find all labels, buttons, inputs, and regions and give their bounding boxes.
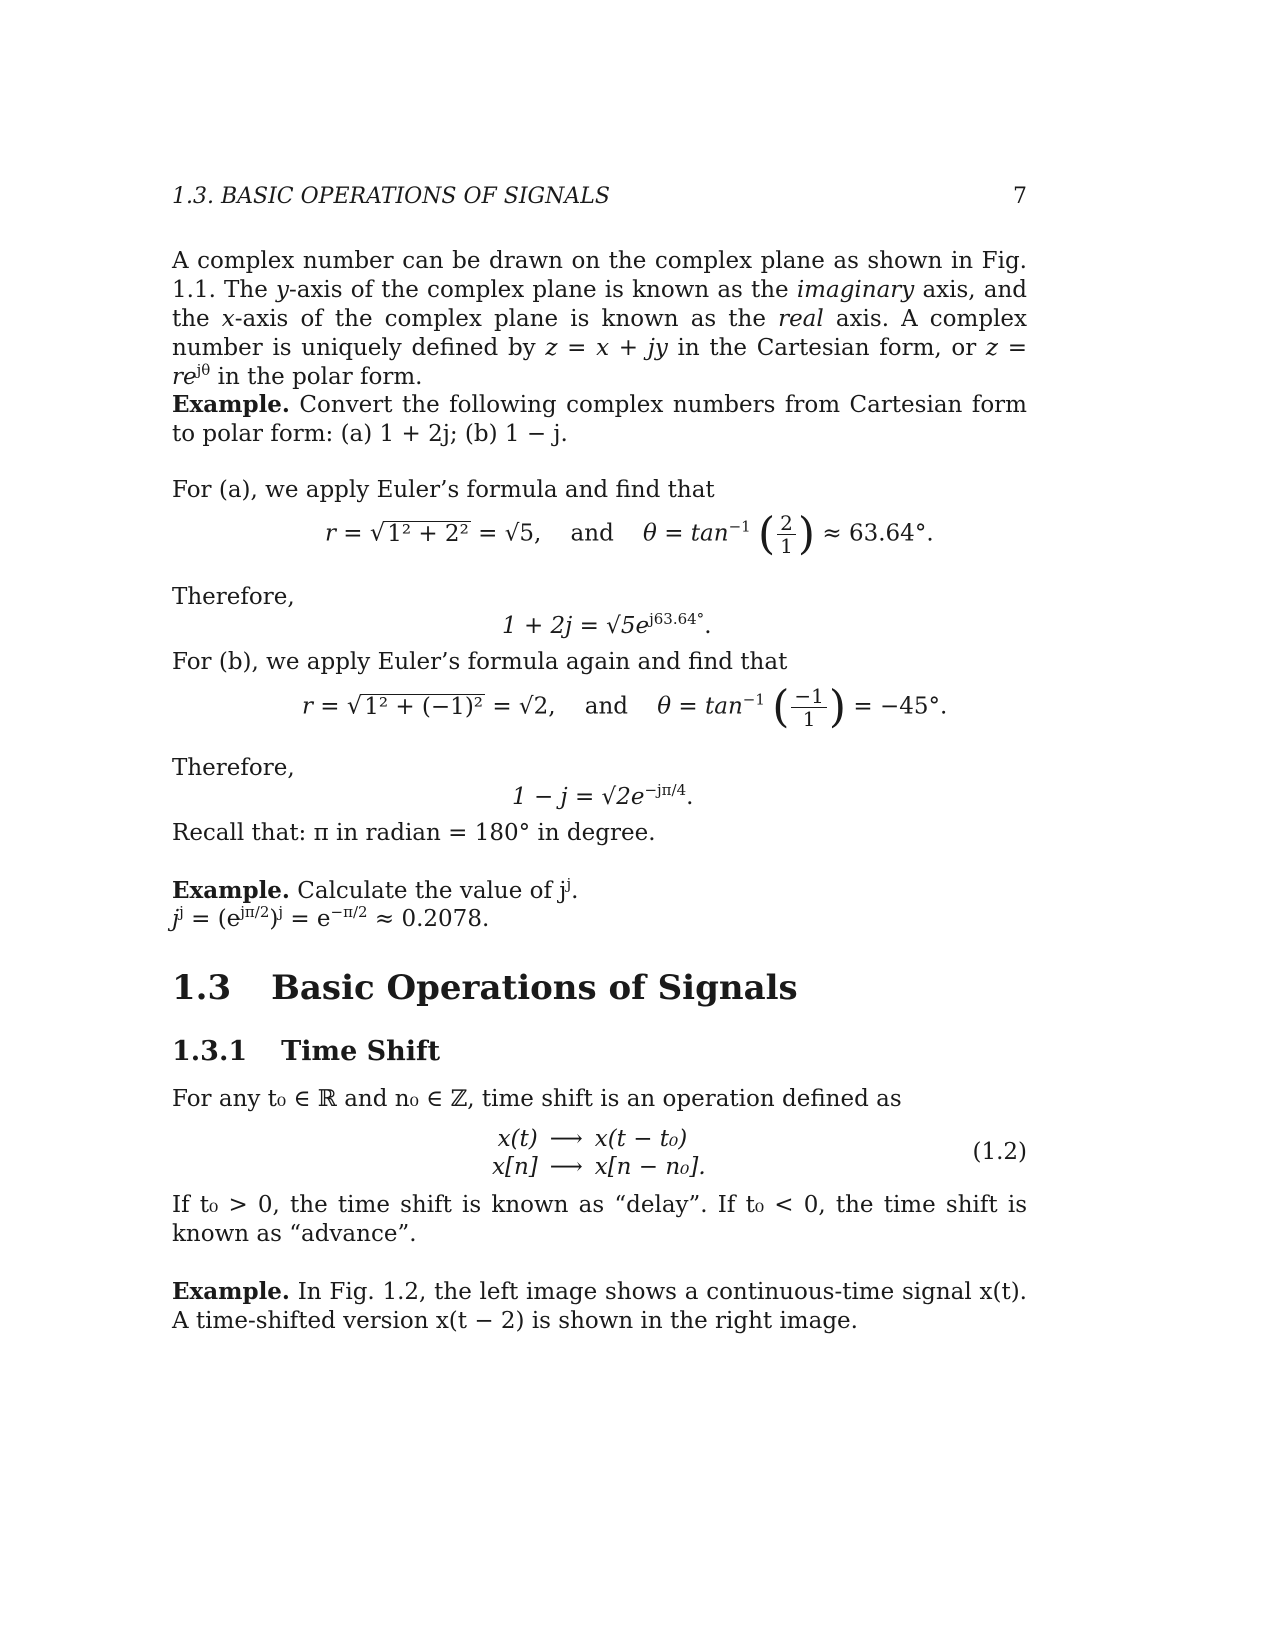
- example-label: Example.: [172, 391, 290, 418]
- delay-advance-paragraph: If t₀ > 0, the time shift is known as “delay”. If t₀ < 0, the time shift is known as “advance”.: [172, 1192, 1027, 1247]
- running-title: 1.3. BASIC OPERATIONS OF SIGNALS: [172, 184, 610, 209]
- example-1a-intro: For (a), we apply Euler’s formula and find that: [172, 477, 715, 503]
- fraction-minus1-over-1: $\frac{-1}{1}$: [791, 685, 826, 730]
- equation-1b: r = √1² + (−1)² = √2, and $\theta = \tan^{-1}$ ( $\frac{-1}{1}$ ) = −45°.: [302, 681, 948, 733]
- section-title: Basic Operations of Signals: [271, 968, 798, 1008]
- page-number: 7: [1013, 184, 1027, 209]
- equation-number: (1.2): [972, 1139, 1027, 1165]
- fraction-2-over-1: $\frac{2}{1}$: [777, 512, 796, 557]
- page: [172, 0, 1027, 1650]
- therefore-label: Therefore,: [172, 584, 295, 610]
- equation-1-2: x(t) ⟶ x(t − t₀) x[n] ⟶ x[n − n₀].: [492, 1126, 706, 1180]
- equation-1a: r = √1² + 2² = √5, and $\theta = \tan^{-1}$ ( $\frac{2}{1}$ ) ≈ 63.64°.: [325, 508, 934, 560]
- section-heading: [172, 968, 1027, 1008]
- example-2-solution: $j^j = (e^{j\pi/2})^j = e^{-\pi/2} \approx 0.2078$.: [172, 903, 490, 932]
- section-number: 1.3: [172, 968, 232, 1008]
- subsection-title: Time Shift: [281, 1036, 441, 1067]
- therefore-label-2: Therefore,: [172, 755, 295, 781]
- example-1b-intro: For (b), we apply Euler’s formula again and find that: [172, 649, 788, 675]
- example-1-statement: Example. Convert the following complex numbers from Cartesian form to polar form: (a) 1 + 2j; (b) 1 − j.: [172, 391, 1027, 447]
- subsection-number: 1.3.1: [172, 1036, 248, 1067]
- running-header: [172, 184, 1027, 209]
- equation-1a-result: $1 + 2j = √5e^{j63.64^\circ}$.: [502, 610, 712, 639]
- example-2-statement: Example. Calculate the value of $j^j$.: [172, 875, 579, 904]
- intro-paragraph: A complex number can be drawn on the complex plane as shown in Fig. 1.1. The y-axis of the complex plane is known as the imaginary axis, and the x-axis of the complex plane is known as the real axis. A complex number is uniquely defined by z = x + jy in the Cartesian form, or $z = re^{j\theta}$ in the polar form.: [172, 248, 1028, 390]
- recall-note: Recall that: π in radian = 180° in degree.: [172, 820, 656, 846]
- subsection-heading: [172, 1036, 1027, 1067]
- time-shift-intro: For any t₀ ∈ ℝ and n₀ ∈ ℤ, time shift is an operation defined as: [172, 1086, 902, 1112]
- equation-1b-result: $1 - j = √2e^{-j\pi/4}$.: [512, 781, 694, 810]
- example-3-paragraph: Example. In Fig. 1.2, the left image shows a continuous-time signal x(t). A time-shifted version x(t − 2) is shown in the right image.: [172, 1278, 1027, 1334]
